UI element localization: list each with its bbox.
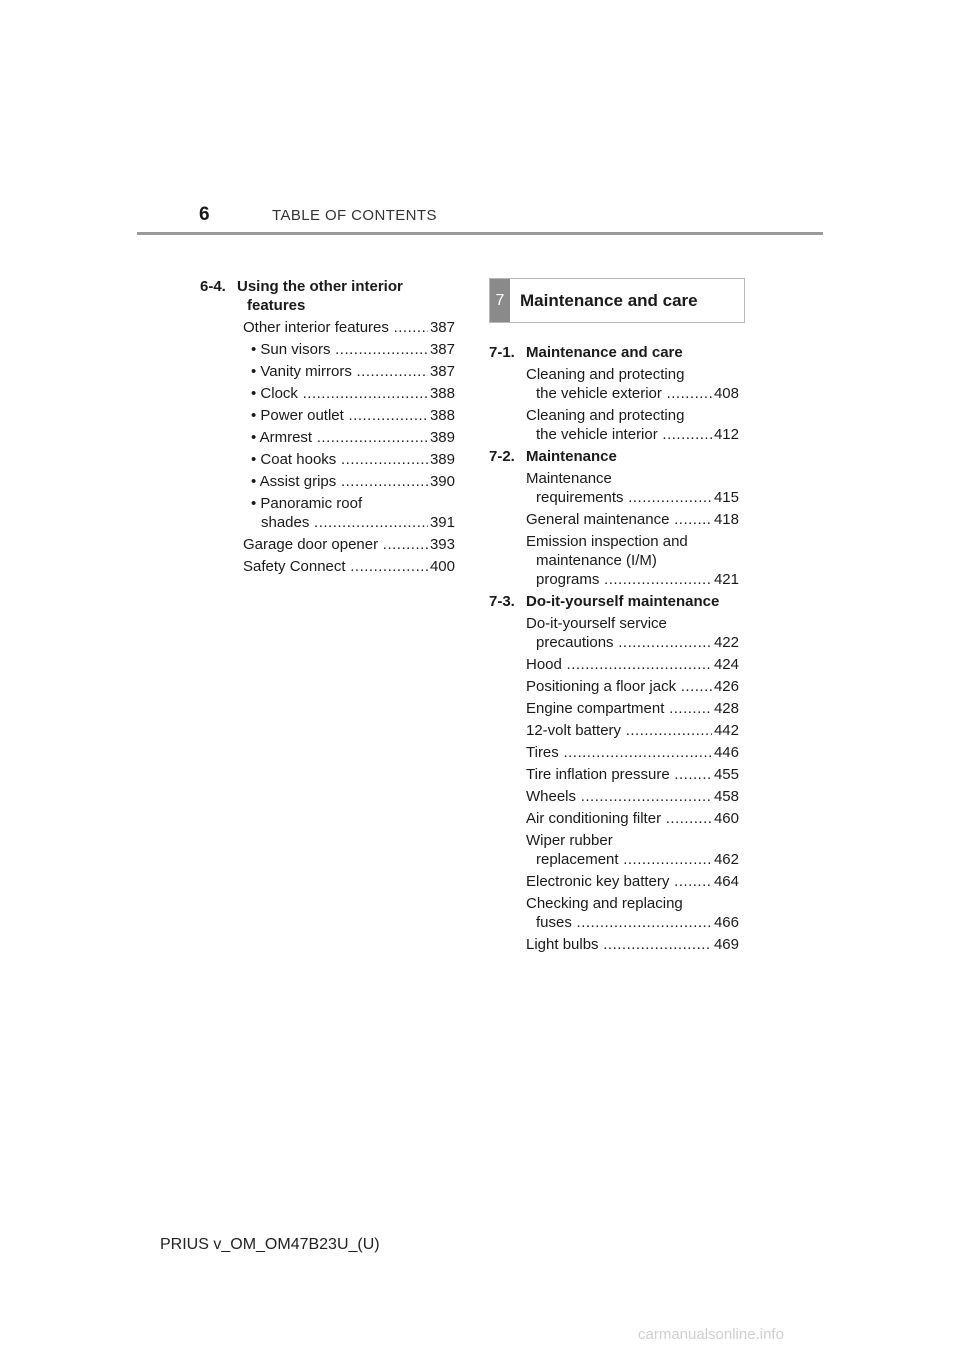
section-title: Using the other interior [237,278,403,295]
toc-subentry[interactable] [200,340,455,359]
toc-entry-page: 388 [429,407,455,424]
toc-entry-label: 12-volt battery ..... [526,721,712,740]
toc-subentry[interactable] [200,384,455,403]
toc-entry-page: 412 [713,426,739,443]
section-number: 7-1. [489,344,515,361]
toc-entry-page: 387 [429,341,455,358]
toc-left-column [200,277,455,579]
toc-entry[interactable] [489,532,739,589]
toc-entry-label-cont: shades ..... [261,513,428,532]
toc-entry-label: Checking and replacing [526,895,683,912]
toc-entry-page: 418 [713,511,739,528]
toc-entry-label: General maintenance ..... [526,510,712,529]
section-7-1-heading [489,343,739,362]
toc-entry-page: 390 [429,473,455,490]
toc-entry[interactable] [489,765,739,784]
section-7-2-heading [489,447,739,466]
toc-entry-label: Wiper rubber [526,832,613,849]
toc-entry-label: • Vanity mirrors ..... [251,362,428,381]
toc-entry[interactable] [489,655,739,674]
section-7-3-heading [489,592,739,611]
section-number: 7-3. [489,593,515,610]
toc-entry-label-cont: requirements ..... [536,488,712,507]
toc-entry-page: 428 [713,700,739,717]
section-title: Do-it-yourself maintenance [526,593,720,610]
toc-entry-label: • Sun visors ..... [251,340,428,359]
toc-entry-label: Positioning a floor jack ..... [526,677,712,696]
toc-entry-page: 458 [713,788,739,805]
toc-entry-label: Air conditioning filter ..... [526,809,712,828]
toc-entry-page: 460 [713,810,739,827]
toc-subentry[interactable] [200,428,455,447]
toc-entry-label: • Power outlet ..... [251,406,428,425]
toc-entry-label: Other interior features ..... [243,318,428,337]
toc-entry-page: 400 [429,558,455,575]
toc-entry-page: 408 [713,385,739,402]
toc-entry[interactable] [489,831,739,869]
toc-entry-label: Electronic key battery ..... [526,872,712,891]
watermark: carmanualsonline.info [638,1326,784,1343]
toc-entry[interactable] [489,406,739,444]
toc-entry-label: Emission inspection and [526,533,688,550]
toc-entry-page: 442 [713,722,739,739]
chapter-heading[interactable] [489,278,745,323]
toc-entry[interactable] [489,469,739,507]
toc-entry[interactable] [489,699,739,718]
toc-entry-label: Tire inflation pressure ..... [526,765,712,784]
toc-entry-page: 455 [713,766,739,783]
toc-entry-page: 387 [429,319,455,336]
section-number: 7-2. [489,448,515,465]
chapter-title: Maintenance and care [520,290,698,310]
toc-entry-label: • Assist grips ..... [251,472,428,491]
toc-entry-page: 466 [713,914,739,931]
toc-entry-label: Engine compartment ..... [526,699,712,718]
section-title-cont: features [247,297,306,314]
toc-entry-page: 415 [713,489,739,506]
toc-entry[interactable] [489,614,739,652]
toc-entry-label: Maintenance [526,470,612,487]
toc-subentry[interactable] [200,450,455,469]
toc-entry-label: • Coat hooks ..... [251,450,428,469]
toc-subentry[interactable] [200,406,455,425]
toc-entry-label-cont: maintenance (I/M) [536,552,657,569]
toc-entry[interactable] [489,510,739,529]
header-divider [137,232,823,235]
section-6-4-heading [200,277,455,315]
toc-entry-label: Hood ..... [526,655,712,674]
toc-entry-label: Cleaning and protecting [526,366,685,383]
toc-entry-label: Do-it-yourself service [526,615,667,632]
toc-subentry[interactable] [200,494,455,532]
section-title: Maintenance [526,448,617,465]
section-title: Maintenance and care [526,344,683,361]
toc-entry-page: 387 [429,363,455,380]
toc-entry-label: Wheels ..... [526,787,712,806]
toc-entry-page: 393 [429,536,455,553]
toc-entry-label: Light bulbs ..... [526,935,712,954]
toc-entry[interactable] [489,787,739,806]
toc-entry-page: 446 [713,744,739,761]
toc-entry[interactable] [200,535,455,554]
toc-entry-label-cont: fuses ..... [536,913,712,932]
toc-entry[interactable] [489,721,739,740]
footer-document-code: PRIUS v_OM_OM47B23U_(U) [160,1236,380,1253]
toc-entry-page: 469 [713,936,739,953]
toc-entry-page: 391 [429,514,455,531]
page-number: 6 [199,204,210,225]
toc-entry-page: 389 [429,429,455,446]
chapter-number-tab: 7 [490,279,510,322]
toc-entry[interactable] [489,365,739,403]
section-number: 6-4. [200,278,226,295]
toc-entry-label-cont: the vehicle exterior ..... [536,384,712,403]
toc-entry-label: • Panoramic roof [251,495,363,512]
toc-right-column [489,343,739,957]
toc-entry[interactable] [489,809,739,828]
toc-entry-page: 426 [713,678,739,695]
toc-entry-label: • Clock ..... [251,384,428,403]
toc-entry-label-cont: the vehicle interior ..... [536,425,712,444]
toc-entry[interactable] [489,677,739,696]
toc-entry-page: 462 [713,851,739,868]
toc-entry-page: 424 [713,656,739,673]
toc-entry-label-cont: precautions ..... [536,633,712,652]
toc-entry[interactable] [489,935,739,954]
toc-entry-label-cont: programs ..... [536,570,712,589]
toc-entry[interactable] [200,318,455,337]
toc-entry-label: Tires ..... [526,743,712,762]
toc-entry-label: Cleaning and protecting [526,407,685,424]
toc-subentry[interactable] [200,472,455,491]
toc-entry-label: Garage door opener ..... [243,535,428,554]
toc-entry[interactable] [200,557,455,576]
toc-subentry[interactable] [200,362,455,381]
toc-entry-page: 389 [429,451,455,468]
toc-entry[interactable] [489,894,739,932]
toc-entry-page: 421 [713,571,739,588]
toc-entry[interactable] [489,743,739,762]
toc-entry-page: 464 [713,873,739,890]
toc-entry-label: Safety Connect ..... [243,557,428,576]
toc-entry[interactable] [489,872,739,891]
header-title: TABLE OF CONTENTS [272,207,437,224]
toc-entry-label-cont: replacement ..... [536,850,712,869]
toc-entry-label: • Armrest ..... [251,428,428,447]
toc-entry-page: 422 [713,634,739,651]
toc-entry-page: 388 [429,385,455,402]
